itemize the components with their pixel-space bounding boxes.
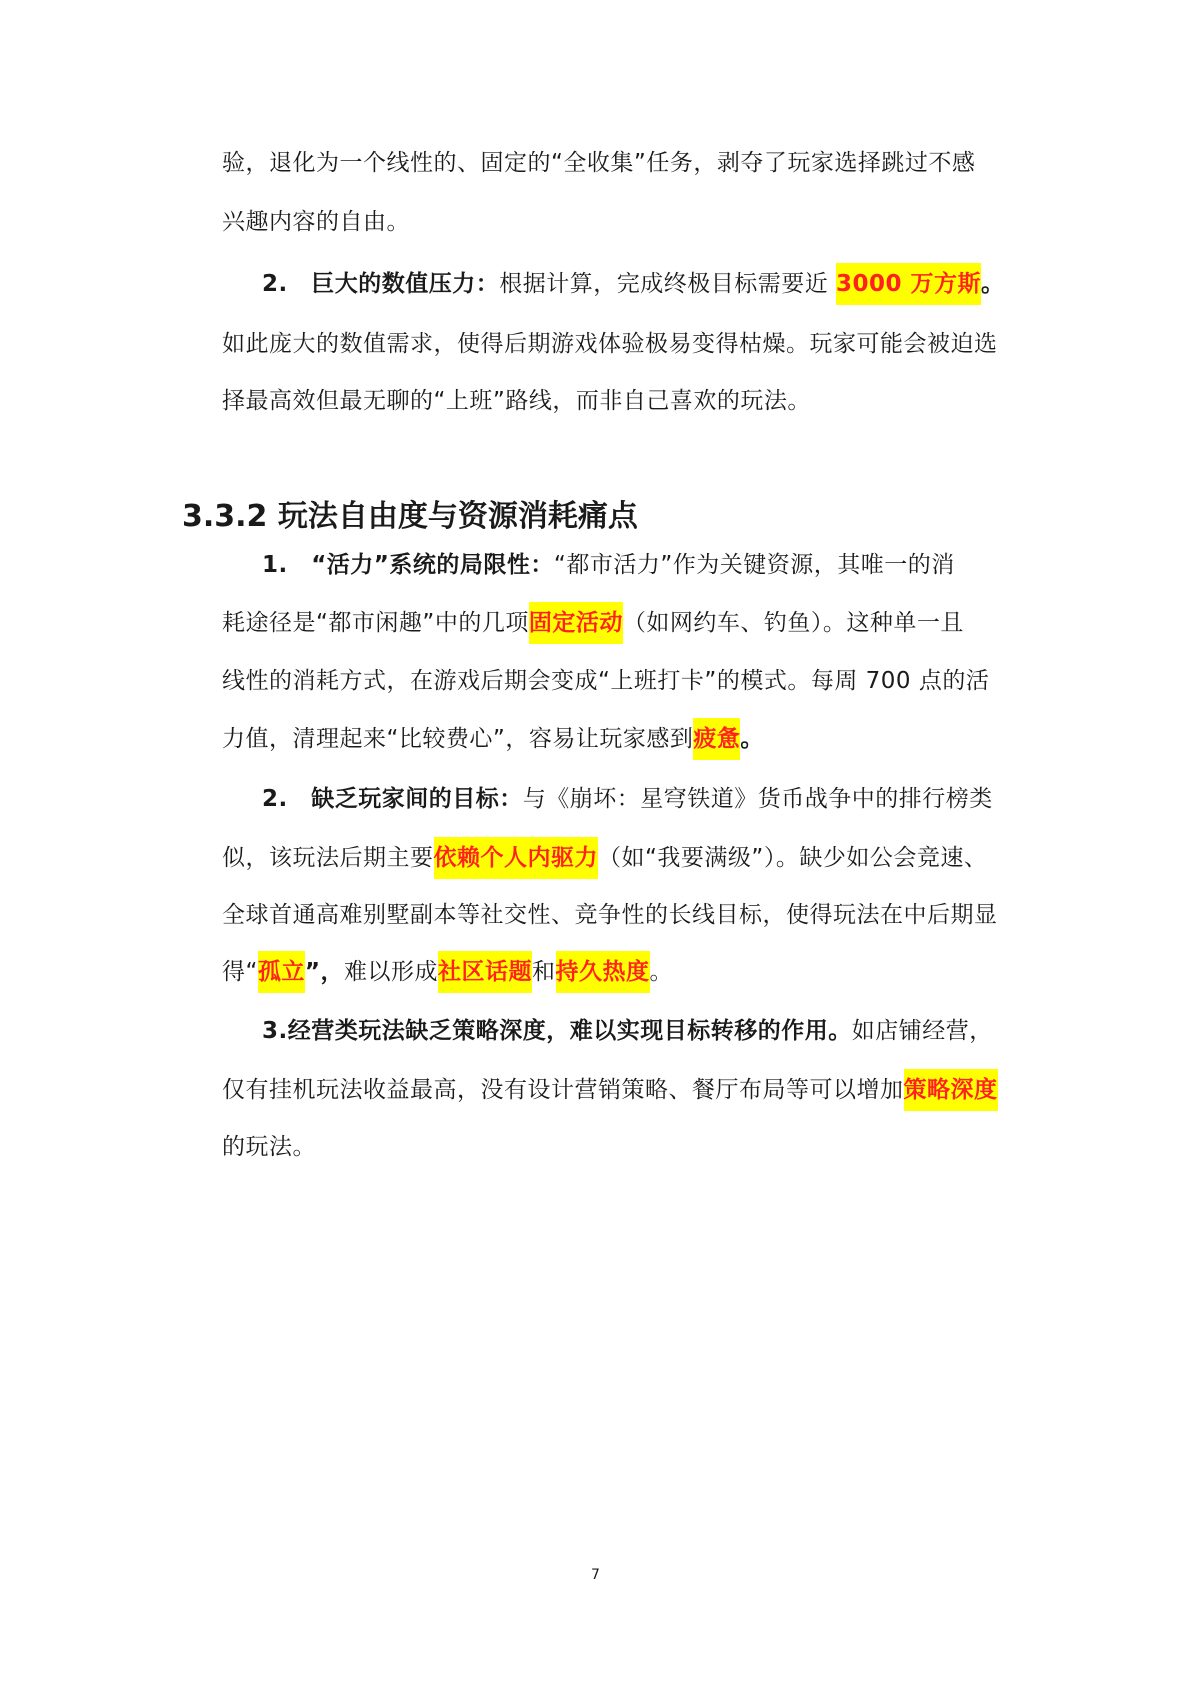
paragraph-line: [222, 1068, 998, 1112]
list-number: 1.: [262, 552, 288, 578]
list-item-title: 巨大的数值压力：: [311, 271, 500, 297]
text-run: 似，该玩法后期主要: [222, 845, 434, 871]
text-run: 难以形成: [344, 959, 439, 985]
text-run: 。: [649, 959, 674, 985]
paragraph-line: [222, 893, 998, 937]
text-run: 和: [532, 959, 556, 985]
highlighted-text: 疲惫: [693, 718, 740, 760]
text-run: 线性的消耗方式，在游戏后期会变成“上班打卡”的模式。每周 700 点的活: [222, 668, 990, 694]
text-run: （如网约车、钓鱼）。这种单一且: [622, 610, 964, 636]
text-run: 耗途径是“都市闲趣”中的几项: [222, 610, 529, 636]
list-item-title: 缺乏玩家间的目标：: [311, 786, 523, 812]
paragraph-line: [222, 1125, 316, 1169]
list-item-strategy: [262, 1009, 993, 1053]
list-item-title: 3.经营类玩法缺乏策略深度，难以实现目标转移的作用。: [262, 1018, 852, 1044]
text-run: 全球首通高难别墅副本等社交性、竞争性的长线目标，使得玩法在中后期显: [222, 902, 998, 928]
text-run: 力值，清理起来“比较费心”，容易让玩家感到: [222, 726, 694, 752]
paragraph-line: [222, 836, 987, 880]
text-run: （如“我要满级”）。缺少如公会竞速、: [598, 845, 988, 871]
paragraph-line: [222, 717, 764, 761]
highlighted-text: 策略深度: [904, 1069, 998, 1111]
text-run: 兴趣内容的自由。: [222, 209, 410, 235]
list-item-interplayer: [262, 777, 993, 821]
paragraph-line: [222, 659, 989, 703]
page-number: 7: [591, 1567, 600, 1583]
text-run: 的玩法。: [222, 1134, 316, 1160]
paragraph-line: [222, 950, 673, 994]
text-run: 。: [981, 271, 1005, 297]
list-item-vitality: [262, 543, 955, 587]
text-run: ”，: [304, 959, 345, 985]
text-run: 根据计算，完成终极目标需要近: [499, 271, 836, 297]
highlighted-text: 孤立: [258, 951, 305, 993]
paragraph-line: [222, 200, 410, 244]
text-run: 择最高效但最无聊的“上班”路线，而非自己喜欢的玩法。: [222, 388, 811, 414]
highlighted-text: 依赖个人内驱力: [434, 837, 599, 879]
paragraph-line: [222, 141, 975, 185]
list-item-title: “活力”系统的局限性：: [311, 552, 554, 578]
text-run: 仅有挂机玩法收益最高，没有设计营销策略、餐厅布局等可以增加: [222, 1077, 904, 1103]
highlighted-text: 持久热度: [556, 951, 650, 993]
text-run: “都市活力”作为关键资源，其唯一的消: [553, 552, 955, 578]
paragraph-line: [222, 601, 964, 645]
list-number: 2.: [262, 786, 288, 812]
list-item-numeric-pressure: [262, 262, 1005, 306]
paragraph-line: [222, 322, 998, 366]
text-run: 得“: [222, 959, 258, 985]
highlighted-text: 固定活动: [529, 602, 623, 644]
text-run: 。: [740, 726, 764, 752]
text-run: 与《崩坏：星穹铁道》货币战争中的排行榜类: [522, 786, 993, 812]
text-run: 如店铺经营，: [851, 1018, 993, 1044]
paragraph-line: [222, 379, 811, 423]
highlighted-text: 社区话题: [438, 951, 532, 993]
highlighted-text: 3000 万方斯: [836, 263, 981, 305]
text-run: 验，退化为一个线性的、固定的“全收集”任务，剥夺了玩家选择跳过不感: [222, 150, 976, 176]
list-number: 2.: [262, 271, 288, 297]
text-run: 如此庞大的数值需求，使得后期游戏体验极易变得枯燥。玩家可能会被迫选: [222, 331, 998, 357]
section-heading: 3.3.2 玩法自由度与资源消耗痛点: [182, 499, 638, 534]
